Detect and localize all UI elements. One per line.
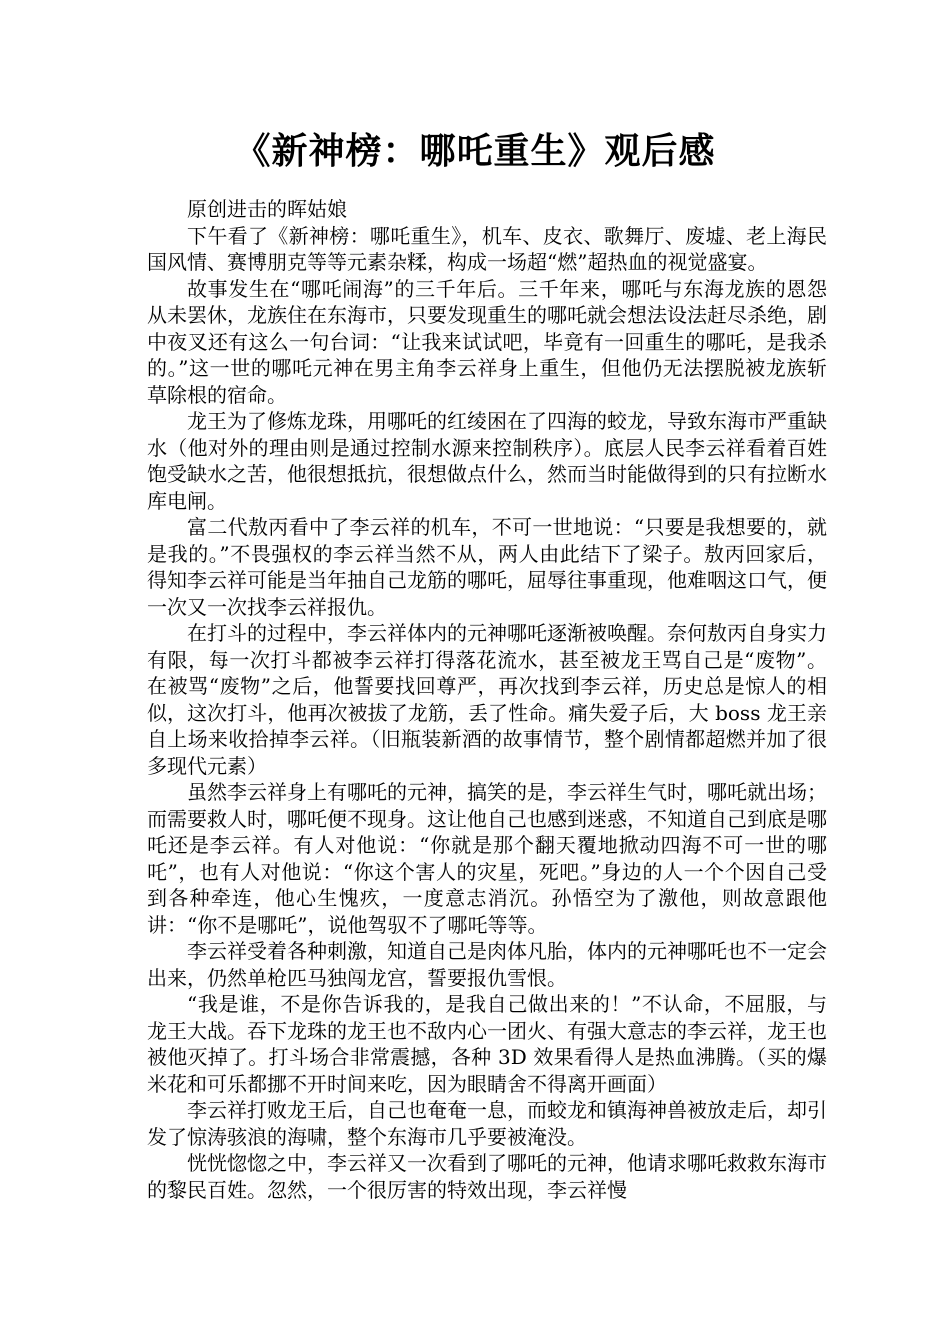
paragraph: 富二代敖丙看中了李云祥的机车，不可一世地说：“只要是我想要的，就是我的。”不畏强权的李云祥当然不从，两人由此结下了梁子。敖丙回家后，得知李云祥可能是当年抽自己龙筋的哪吒，屈辱往事重现，他难咽这口气，便一次又一次找李云祥报仇。 [147,515,827,619]
paragraph: 恍恍惚惚之中，李云祥又一次看到了哪吒的元神，他请求哪吒救救东海市的黎民百姓。忽然，一个很厉害的特效出现，李云祥慢 [147,1151,827,1202]
paragraph: 李云祥打败龙王后，自己也奄奄一息，而蛟龙和镇海神兽被放走后，却引发了惊涛骇浪的海啸，整个东海市几乎要被淹没。 [147,1098,827,1149]
paragraph: 李云祥受着各种刺激，知道自己是肉体凡胎，体内的元神哪吒也不一定会出来，仍然单枪匹马独闯龙宫，誓要报仇雪恨。 [147,939,827,990]
paragraph: “我是谁，不是你告诉我的，是我自己做出来的！”不认命，不屈服，与龙王大战。吞下龙珠的龙王也不敌内心一团火、有强大意志的李云祥，龙王也被他灭掉了。打斗场合非常震撼，各种 3D 效果看得人是热血沸腾。（买的爆米花和可乐都挪不开时间来吃，因为眼睛舍不得离开画面） [147,992,827,1096]
paragraph: 故事发生在“哪吒闹海”的三千年后。三千年来，哪吒与东海龙族的恩怨从未罢休，龙族住在东海市，只要发现重生的哪吒就会想法设法赶尽杀绝，剧中夜叉还有这么一句台词：“让我来试试吧，毕竟有一回重生的哪吒，是我杀的。”这一世的哪吒元神在男主角李云祥身上重生，但他仍无法摆脱被龙族斩草除根的宿命。 [147,276,827,407]
document-body [147,196,827,1203]
paragraph: 龙王为了修炼龙珠，用哪吒的红绫困在了四海的蛟龙，导致东海市严重缺水（他对外的理由则是通过控制水源来控制秩序）。底层人民李云祥看着百姓饱受缺水之苦，他很想抵抗，很想做点什么，然而当时能做得到的只有拉断水库电闸。 [147,409,827,513]
paragraph: 虽然李云祥身上有哪吒的元神，搞笑的是，李云祥生气时，哪吒就出场；而需要救人时，哪吒便不现身。这让他自己也感到迷惑，不知道自己到底是哪吒还是李云祥。有人对他说：“你就是那个翻天覆地掀动四海不可一世的哪吒”，也有人对他说：“你这个害人的灾星，死吧。”身边的人一个个因自己受到各种牵连，他心生愧疚，一度意志消沉。孙悟空为了激他，则故意跟他讲：“你不是哪吒”，说他驾驭不了哪吒等等。 [147,780,827,937]
paragraph: 下午看了《新神榜：哪吒重生》，机车、皮衣、歌舞厅、废墟、老上海民国风情、赛博朋克等等元素杂糅，构成一场超“燃”超热血的视觉盛宴。 [147,223,827,274]
document-title: 《新神榜：哪吒重生》观后感 [234,131,716,172]
paragraph: 在打斗的过程中，李云祥体内的元神哪吒逐渐被唤醒。奈何敖丙自身实力有限，每一次打斗都被李云祥打得落花流水，甚至被龙王骂自己是“废物”。在被骂“废物”之后，他誓要找回尊严，再次找到李云祥，历史总是惊人的相似，这次打斗，他再次被拔了龙筋，丢了性命。痛失爱子后，大 boss 龙王亲自上场来收拾掉李云祥。（旧瓶装新酒的故事情节，整个剧情都超燃并加了很多现代元素） [147,621,827,778]
author-line: 原创进击的晖姑娘 [187,197,347,221]
